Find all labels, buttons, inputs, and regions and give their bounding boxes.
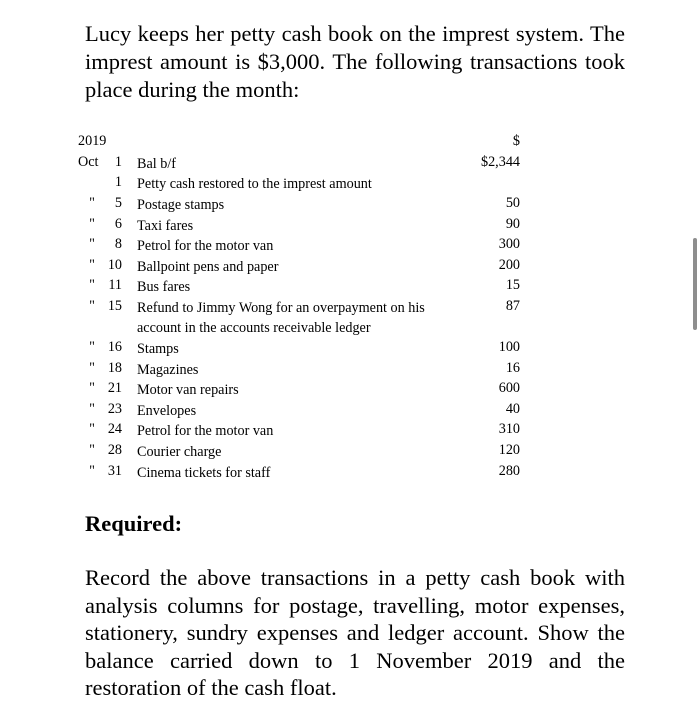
- intro-paragraph: Lucy keeps her petty cash book on the imprest system. The imprest amount is $3,000. The following transactions took place during the month:: [85, 21, 625, 102]
- row-amount: 90: [505, 216, 520, 232]
- row-day: 1: [114, 174, 122, 190]
- row-day: 21: [107, 380, 122, 396]
- row-amount: 16: [505, 360, 520, 376]
- table-row: [78, 174, 528, 194]
- row-description: Taxi fares: [137, 218, 194, 234]
- table-row: [78, 339, 528, 359]
- table-row: [78, 421, 528, 441]
- year-header: 2019: [78, 133, 107, 149]
- row-day: 6: [114, 216, 122, 232]
- row-day: 28: [107, 442, 122, 458]
- ditto-mark: ": [89, 298, 95, 314]
- ditto-mark: ": [89, 236, 95, 252]
- ditto-mark: ": [89, 257, 95, 273]
- row-amount: 200: [498, 257, 520, 273]
- row-day: 18: [107, 360, 122, 376]
- row-day: 24: [107, 421, 122, 437]
- row-description: Ballpoint pens and paper: [137, 259, 279, 275]
- table-row: [78, 257, 528, 277]
- table-row: [78, 216, 528, 236]
- row-amount: 40: [505, 401, 520, 417]
- row-day: 23: [107, 401, 122, 417]
- row-day: 11: [108, 277, 122, 293]
- table-row: [78, 277, 528, 297]
- ditto-mark: ": [89, 380, 95, 396]
- row-day: 15: [107, 298, 122, 314]
- row-day: 16: [107, 339, 122, 355]
- row-day: 5: [114, 195, 122, 211]
- row-description: Motor van repairs: [137, 382, 239, 398]
- row-amount: 310: [498, 421, 520, 437]
- row-description: Postage stamps: [137, 197, 225, 213]
- ditto-mark: ": [89, 216, 95, 232]
- row-description: Petty cash restored to the imprest amount: [137, 176, 372, 192]
- ditto-mark: ": [89, 277, 95, 293]
- row-amount: 87: [505, 298, 520, 314]
- row-day: 31: [107, 463, 122, 479]
- row-description: Refund to Jimmy Wong for an overpayment on his account in the accounts receivable ledger: [137, 300, 425, 336]
- row-description: Stamps: [137, 341, 179, 357]
- row-description: Cinema tickets for staff: [137, 465, 271, 481]
- ditto-mark: ": [89, 463, 95, 479]
- row-description: Magazines: [137, 362, 199, 378]
- row-description: Bus fares: [137, 279, 191, 295]
- row-amount: 300: [498, 236, 520, 252]
- row-month: Oct: [78, 154, 99, 170]
- currency-header: $: [512, 133, 520, 149]
- required-heading: Required:: [85, 511, 183, 536]
- row-description: Bal b/f: [137, 156, 177, 172]
- row-description: Petrol for the motor van: [137, 238, 274, 254]
- ditto-mark: ": [89, 195, 95, 211]
- row-description: Courier charge: [137, 444, 222, 460]
- row-amount: $2,344: [480, 154, 520, 170]
- row-day: 10: [107, 257, 122, 273]
- task-paragraph: Record the above transactions in a petty cash book with analysis columns for postage, travelling, motor expenses, stationery, sundry expenses and ledger account. Show the balance carried down to 1 November 2019 and the restoration of the cash float.: [85, 565, 625, 700]
- row-amount: 280: [498, 463, 520, 479]
- row-amount: 50: [505, 195, 520, 211]
- row-description: Envelopes: [137, 403, 197, 419]
- table-row: [78, 380, 528, 400]
- table-row: [78, 401, 528, 421]
- table-row: [78, 195, 528, 215]
- table-row: [78, 442, 528, 462]
- row-amount: 600: [498, 380, 520, 396]
- row-amount: 120: [498, 442, 520, 458]
- row-day: 1: [114, 154, 122, 170]
- ditto-mark: ": [89, 339, 95, 355]
- table-row: [78, 463, 528, 483]
- ditto-mark: ": [89, 401, 95, 417]
- table-row: [78, 298, 528, 338]
- ditto-mark: ": [89, 421, 95, 437]
- table-row: [78, 360, 528, 380]
- ditto-mark: ": [89, 442, 95, 458]
- row-amount: 100: [498, 339, 520, 355]
- ditto-mark: ": [89, 360, 95, 376]
- row-description: Petrol for the motor van: [137, 423, 274, 439]
- row-amount: 15: [505, 277, 520, 293]
- table-row: [78, 236, 528, 256]
- scrollbar-thumb[interactable]: [693, 238, 697, 330]
- table-row: [78, 154, 528, 174]
- row-day: 8: [114, 236, 122, 252]
